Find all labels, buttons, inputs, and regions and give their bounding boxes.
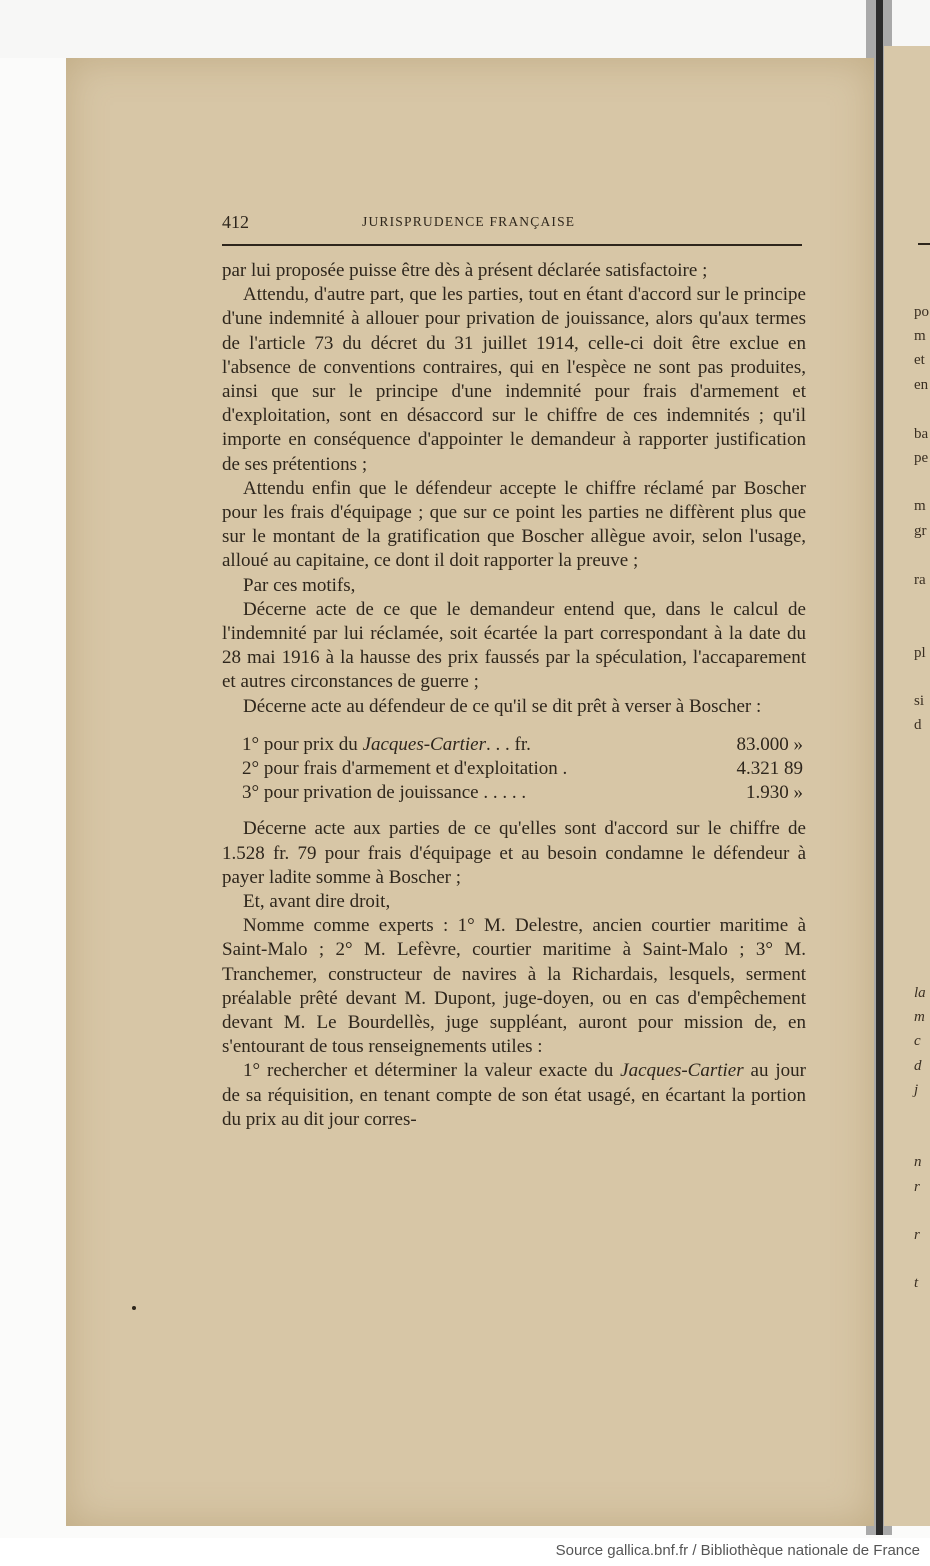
paragraph: Décerne acte aux parties de ce qu'elles sont d'accord sur le chiffre de 1.528 fr. 79 pour frais d'équipage et au besoin condamne le défendeur à payer ladite somme à Boscher ; [222,818,806,888]
right-fragment: si [914,693,925,709]
footer [0,1538,930,1566]
right-fragment: pe [914,450,929,466]
paragraph: Et, avant dire droit, [243,891,391,913]
list-item-label: 1° pour prix du Jacques-Cartier. . . fr. [242,733,531,755]
right-page-rule [918,243,930,245]
right-fragment: ra [914,572,926,588]
right-fragment: d [914,1058,922,1074]
paragraph: Attendu, d'autre part, que les parties, tout en étant d'accord sur le principe d'une indemnité à allouer pour privation de jouissance, alors qu'aux termes de l'article 73 du décret du 31 juillet 1914, celle-ci doit être exclue en l'absence de conventions contraires, qui en l'espèce ne sont pas produites, ainsi que sur le principe d'une indemnité pour frais d'armement et d'exploitation, sont en désaccord sur le chiffre de ces indemnités ; qu'il importe en conséquence d'appointer le demandeur à rapporter justification de ses prétentions ; [222,284,806,475]
right-fragment: r [914,1179,920,1195]
right-page-edge [884,46,930,1526]
right-fragment: d [914,717,922,733]
right-fragment: t [914,1275,919,1291]
paragraph: Décerne acte au défendeur de ce qu'il se dit prêt à verser à Boscher : [243,695,762,717]
page-header [222,212,802,236]
amounts-list [242,733,806,806]
list-item-value: 1.930 » [746,782,803,804]
right-fragment: c [914,1033,921,1049]
list-item [242,757,806,781]
right-fragment: n [914,1154,922,1170]
right-fragment: la [914,985,926,1001]
book-spine-shadow [876,0,883,1535]
right-fragment: gr [914,523,927,539]
right-fragment: m [914,498,926,514]
list-item-value: 4.321 89 [736,758,803,780]
paragraph: Nomme comme experts : 1° M. Delestre, ancien courtier maritime à Saint-Malo ; 2° M. Lefèvre, courtier maritime à Saint-Malo ; 3° M. Tranchemer, constructeur de navires à la Richardais, lesquels, serment préalable prêté devant M. Dupont, juge-doyen, ou en cas d'empêchement devant M. Le Bourdellès, juge suppléant, auront pour mission de, en s'entourant de tous renseignements utiles : [222,915,806,1058]
source-credit: Source gallica.bnf.fr / Bibliothèque nationale de France [555,1542,920,1559]
header-rule [222,244,802,246]
paragraph: par lui proposée puisse être dès à présent déclarée satisfactoire ; [222,260,708,281]
right-fragment: en [914,377,929,393]
list-item-value: 83.000 » [736,733,803,755]
list-item-label: 3° pour privation de jouissance . . . . . [242,782,527,804]
page-body [222,259,806,1132]
paragraph: Décerne acte de ce que le demandeur entend que, dans le calcul de l'indemnité par lui réclamée, soit écartée la part correspondant à la date du 28 mai 1916 à la hausse des prix faussés par la spéculation, l'accaparement et autres circonstances de guerre ; [222,598,806,693]
paragraph: 1° rechercher et déterminer la valeur exacte du Jacques-Cartier au jour de sa réquisition, en tenant compte de son état usagé, en écartant la portion du prix au dit jour corres- [222,1060,806,1130]
ink-speck [132,1306,136,1310]
right-fragment: et [914,352,925,368]
right-fragment: pl [914,645,926,661]
paragraph: Attendu enfin que le défendeur accepte le chiffre réclamé par Boscher pour les frais d'équipage ; que sur ce point les parties ne diffèrent plus que sur le montant de la gratification que Boscher allègue avoir, selon l'usage, alloué au capitaine, ce dont il doit rapporter la preuve ; [222,477,806,572]
list-item-label: 2° pour frais d'armement et d'exploitation . [242,758,568,780]
right-fragment: m [914,328,926,344]
right-fragment: r [914,1227,920,1243]
right-fragment: j [914,1082,919,1098]
list-item [242,781,806,805]
list-item [242,733,806,757]
right-fragment: m [914,1009,925,1025]
paragraph: Par ces motifs, [243,574,356,596]
page-number: 412 [222,212,249,232]
right-fragment: po [914,304,929,320]
top-margin [0,0,930,58]
running-title: JURISPRUDENCE FRANÇAISE [362,214,576,229]
right-fragment: ba [914,426,929,442]
